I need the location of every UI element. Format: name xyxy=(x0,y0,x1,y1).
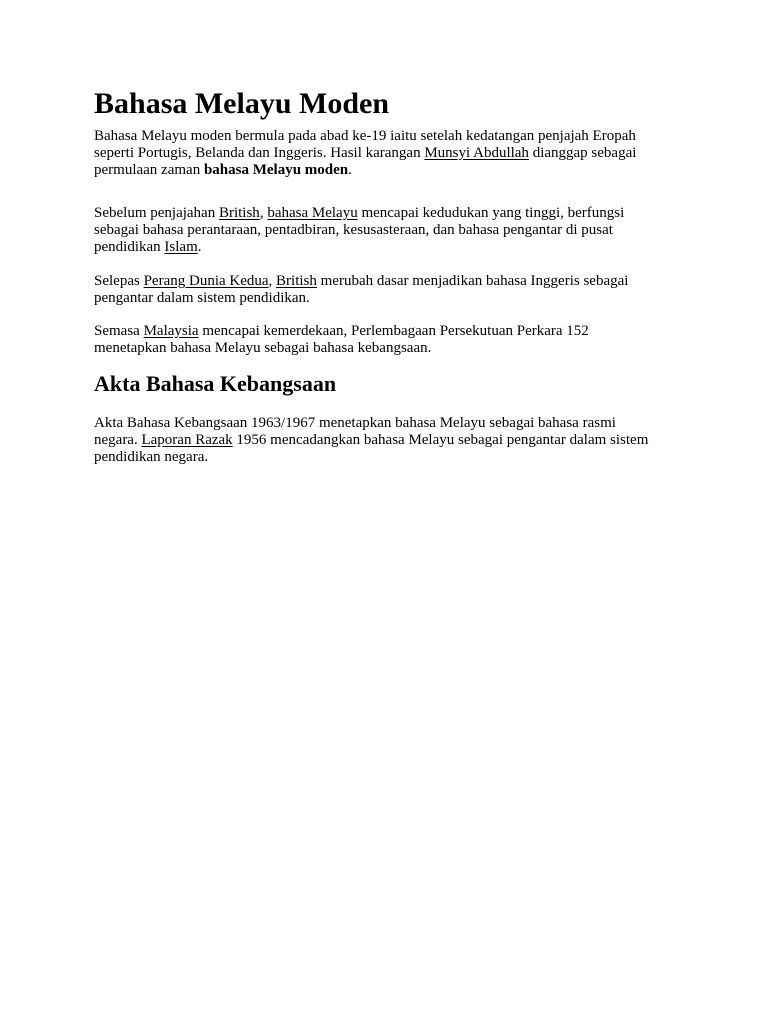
text: pengantar dalam sistem pendidikan. xyxy=(94,290,310,306)
link-british[interactable]: British xyxy=(218,205,260,221)
text: . xyxy=(197,239,202,255)
paragraph-line xyxy=(94,239,684,256)
text: permulaan zaman xyxy=(94,162,204,178)
link-munsyi-abdullah[interactable]: Munsyi Abdullah xyxy=(424,145,529,161)
paragraph-line xyxy=(94,290,684,307)
link-islam[interactable]: Islam xyxy=(164,239,198,255)
link-british[interactable]: British xyxy=(276,273,317,289)
text: Semasa xyxy=(94,323,144,339)
paragraph-after-war xyxy=(94,273,684,307)
text: menetapkan bahasa Melayu sebagai bahasa kebangsaan. xyxy=(94,340,432,356)
link-perang-dunia-kedua[interactable]: Perang Dunia Kedua xyxy=(143,273,269,289)
paragraph-line xyxy=(94,145,684,162)
text: pendidikan xyxy=(94,239,165,255)
text: Akta Bahasa Kebangsaan 1963/1967 menetapkan bahasa Melayu sebagai bahasa rasmi xyxy=(94,415,616,431)
paragraph-line xyxy=(94,128,684,145)
paragraph-line xyxy=(94,222,684,239)
section-heading: Akta Bahasa Kebangsaan xyxy=(94,371,337,396)
text: sebagai bahasa perantaraan, pentadbiran, kesusasteraan, dan bahasa pengantar di pusat xyxy=(94,222,613,238)
text: merubah dasar menjadikan bahasa Inggeris sebagai xyxy=(316,273,629,289)
link-bahasa-melayu[interactable]: bahasa Melayu xyxy=(267,205,358,221)
link-laporan-razak[interactable]: Laporan Razak xyxy=(141,432,233,448)
text: Selepas xyxy=(94,273,144,289)
paragraph-intro xyxy=(94,128,684,179)
paragraph-line xyxy=(94,340,684,357)
paragraph-akta xyxy=(94,415,684,466)
paragraph-before-colonial xyxy=(94,205,684,256)
paragraph-line xyxy=(94,415,684,432)
page-title: Bahasa Melayu Moden xyxy=(94,87,390,120)
paragraph-line xyxy=(94,449,684,466)
text: Sebelum penjajahan xyxy=(94,205,219,221)
paragraph-line xyxy=(94,205,684,222)
text: seperti Portugis, Belanda dan Inggeris. Hasil karangan xyxy=(94,145,425,161)
text: . xyxy=(348,162,352,178)
text: pendidikan negara. xyxy=(94,449,209,465)
text: Bahasa Melayu moden bermula pada abad ke-19 iaitu setelah kedatangan penjajah Eropah xyxy=(94,128,636,144)
text: dianggap sebagai xyxy=(528,145,637,161)
paragraph-independence xyxy=(94,323,684,357)
text: negara. xyxy=(94,432,142,448)
paragraph-line xyxy=(94,323,684,340)
text: mencapai kemerdekaan, Perlembagaan Persekutuan Perkara 152 xyxy=(198,323,589,339)
paragraph-line xyxy=(94,162,684,179)
bold-text: bahasa Melayu moden xyxy=(203,162,349,178)
paragraph-line xyxy=(94,432,684,449)
paragraph-line xyxy=(94,273,684,290)
text: , xyxy=(268,273,277,289)
text: 1956 mencadangkan bahasa Melayu sebagai pengantar dalam sistem xyxy=(232,432,649,448)
text: , xyxy=(259,205,268,221)
text: mencapai kedudukan yang tinggi, berfungsi xyxy=(357,205,625,221)
link-malaysia[interactable]: Malaysia xyxy=(143,323,199,339)
